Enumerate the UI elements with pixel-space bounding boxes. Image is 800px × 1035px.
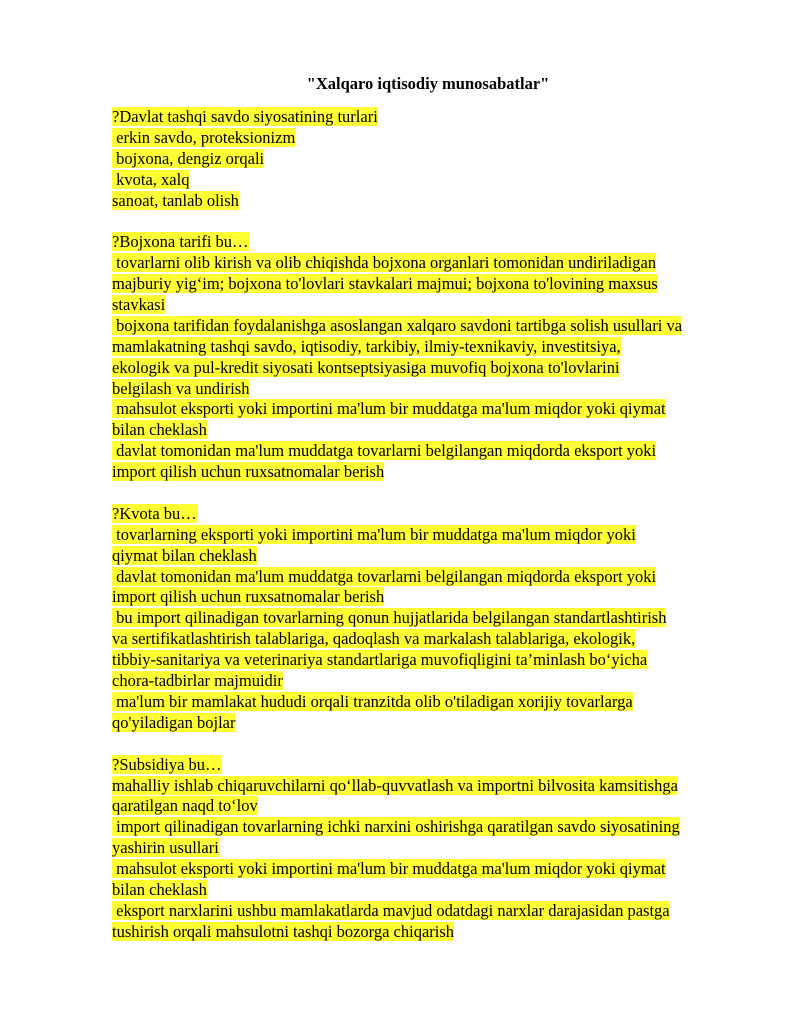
answer-option-line: eksport narxlarini ushbu mamlakatlarda mavjud odatdagi narxlar darajasidan pastga xyxy=(112,900,670,920)
answer-option-line: bojxona tarifidan foydalanishga asoslangan xalqaro savdoni tartibga solish usullari va xyxy=(112,315,683,335)
answer-option-line: tushirish orqali mahsulotni tashqi bozorga chiqarish xyxy=(112,921,455,941)
question-text: ?Kvota bu… xyxy=(112,503,197,523)
answer-option-line: davlat tomonidan ma'lum muddatga tovarlarni belgilangan miqdorda eksport yoki xyxy=(112,566,657,586)
document-body xyxy=(112,107,752,943)
answer-option-line: mahsulot eksporti yoki importini ma'lum bir muddatga ma'lum miqdor yoki qiymat xyxy=(112,859,666,879)
answer-option-line: tibbiy-sanitariya va veterinariya standartlariga muvofiqligini ta’minlash bo‘yicha xyxy=(112,650,648,670)
answer-option: erkin savdo, proteksionizm xyxy=(112,127,296,147)
paragraph-spacer xyxy=(112,734,752,755)
answer-option-line: majburiy yig‘im; bojxona to'lovlari stavkalari majmui; bojxona to'lovining maxsus xyxy=(112,274,658,294)
answer-option-line: mamlakatning tashqi savdo, iqtisodiy, tarkibiy, ilmiy-texnikaviy, investitsiya, xyxy=(112,336,621,356)
answer-option-line: bilan cheklash xyxy=(112,879,207,899)
answer-option-line: ma'lum bir mamlakat hududi orqali tranzitda olib o'tiladigan xorijiy tovarlarga xyxy=(112,691,633,711)
answer-option-line: tovarlarning eksporti yoki importini ma'lum bir muddatga ma'lum miqdor yoki xyxy=(112,524,636,544)
answer-option-line: qiymat bilan cheklash xyxy=(112,545,257,565)
question-text: ?Subsidiya bu… xyxy=(112,754,222,774)
answer-option-line: ekologik va pul-kredit siyosati kontseptsiyasiga muvofiq bojxona to'lovlarini xyxy=(112,357,620,377)
question-block-bojxona-tarifi xyxy=(112,232,752,483)
question-block-davlat-tashqi-savdo xyxy=(112,107,752,211)
answer-option-line: yashirin usullari xyxy=(112,838,219,858)
document-title: "Xalqaro iqtisodiy munosabatlar" xyxy=(306,74,550,93)
answer-option-line: belgilash va undirish xyxy=(112,378,250,398)
answer-option-line: bu import qilinadigan tovarlarning qonun hujjatlarida belgilangan standartlashtirish xyxy=(112,608,667,628)
answer-option-line: mahsulot eksporti yoki importini ma'lum bir muddatga ma'lum miqdor yoki qiymat xyxy=(112,399,666,419)
answer-option-line: stavkasi xyxy=(112,295,166,315)
answer-option: sanoat, tanlab olish xyxy=(112,190,239,210)
answer-option-line: davlat tomonidan ma'lum muddatga tovarlarni belgilangan miqdorda eksport yoki xyxy=(112,441,657,461)
answer-option-line: qaratilgan naqd to‘lov xyxy=(112,796,258,816)
answer-option-line: import qilish uchun ruxsatnomalar berish xyxy=(112,587,385,607)
paragraph-spacer xyxy=(112,483,752,504)
answer-option-line: bilan cheklash xyxy=(112,420,207,440)
question-block-subsidiya xyxy=(112,755,752,943)
answer-option-line: chora-tadbirlar majmuidir xyxy=(112,671,283,691)
answer-option: kvota, xalq xyxy=(112,169,190,189)
answer-option-line: import qilish uchun ruxsatnomalar berish xyxy=(112,462,385,482)
answer-option-line: import qilinadigan tovarlarning ichki narxini oshirishga qaratilgan savdo siyosatining xyxy=(112,817,680,837)
paragraph-spacer xyxy=(112,211,752,232)
answer-option: bojxona, dengiz orqali xyxy=(112,148,265,168)
question-block-kvota xyxy=(112,504,752,734)
question-text: ?Bojxona tarifi bu… xyxy=(112,232,249,252)
answer-option-line: qo'yiladigan bojlar xyxy=(112,712,236,732)
answer-option-line: va sertifikatlashtirish talablariga, qadoqlash va markalash talablariga, ekologik, xyxy=(112,629,636,649)
answer-option-line: mahalliy ishlab chiqaruvchilarni qo‘llab-quvvatlash va importni bilvosita kamsitishga xyxy=(112,775,678,795)
answer-option-line: tovarlarni olib kirish va olib chiqishda bojxona organlari tomonidan undiriladigan xyxy=(112,253,657,273)
question-text: ?Davlat tashqi savdo siyosatining turlari xyxy=(112,107,378,126)
